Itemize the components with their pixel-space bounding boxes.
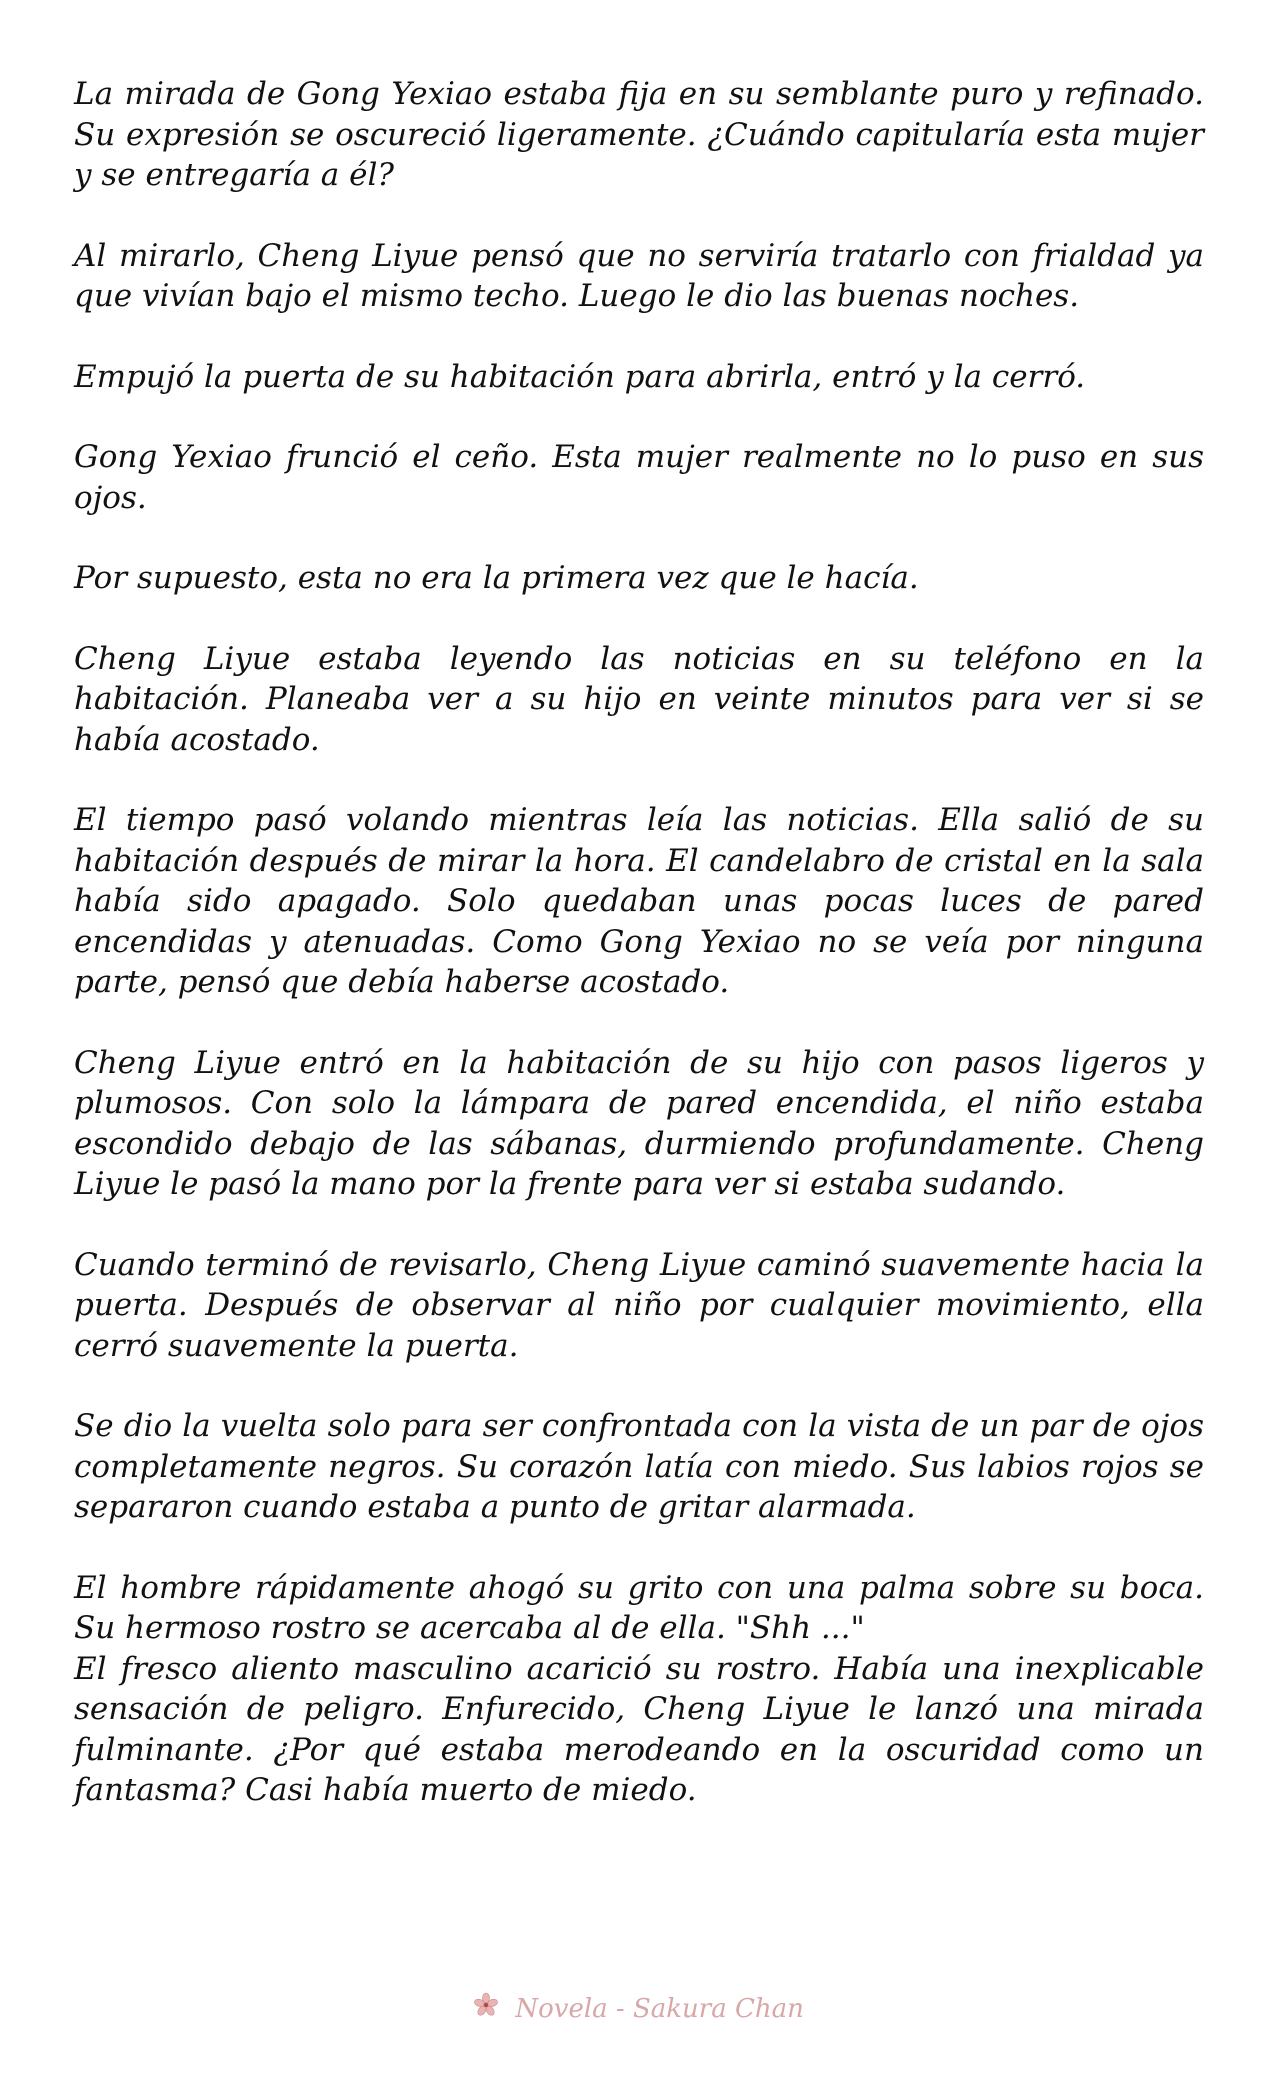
paragraph-5: Por supuesto, esta no era la primera vez que le hacía.: [74, 560, 919, 596]
sakura-flower-icon: [471, 1990, 501, 2020]
paragraph-2: Al mirarlo, Cheng Liyue pensó que no serviría tratarlo con frialdad ya que vivían bajo el mismo techo. Luego le dio las buenas noches.: [74, 237, 1204, 314]
document-body: [74, 74, 1204, 1851]
paragraph-10: Se dio la vuelta solo para ser confrontada con la vista de un par de ojos completamente negros. Su corazón latía con miedo. Sus labios rojos se separaron cuando estaba a punto de gritar alarmada.: [74, 1408, 1204, 1525]
paragraph-6: Cheng Liyue estaba leyendo las noticias en su teléfono en la habitación. Planeaba ver a su hijo en veinte minutos para ver si se había acostado.: [74, 640, 1204, 758]
paragraph-8: Cheng Liyue entró en la habitación de su hijo con pasos ligeros y plumosos. Con solo la lámpara de pared encendida, el niño estaba escondido debajo de las sábanas, durmiendo profundamente. Cheng Liyue le pasó la mano por la frente para ver si estaba sudando.: [74, 1044, 1204, 1202]
paragraph-12: El fresco aliento masculino acarició su rostro. Había una inexplicable sensación de peligro. Enfurecido, Cheng Liyue le lanzó una mirada fulminante. ¿Por qué estaba merodeando en la oscuridad como un fantasma? Casi había muerto de miedo.: [74, 1650, 1204, 1808]
paragraph-11: El hombre rápidamente ahogó su grito con una palma sobre su boca. Su hermoso rostro se acercaba al de ella. "Shh ...": [74, 1569, 1204, 1646]
paragraph-7: El tiempo pasó volando mientras leía las noticias. Ella salió de su habitación después de mirar la hora. El candelabro de cristal en la sala había sido apagado. Solo quedaban unas pocas luces de pared encendidas y atenuadas. Como Gong Yexiao no se veía por ninguna parte, pensó que debía haberse acostado.: [74, 802, 1204, 1000]
footer-text: Novela - Sakura Chan: [515, 1994, 804, 2024]
footer-watermark: [0, 1990, 1275, 2024]
paragraph-3: Empujó la puerta de su habitación para abrirla, entró y la cerró.: [74, 358, 1086, 395]
paragraph-4: Gong Yexiao frunció el ceño. Esta mujer realmente no lo puso en sus ojos.: [74, 439, 1204, 516]
paragraph-1: La mirada de Gong Yexiao estaba fija en su semblante puro y refinado. Su expresión se oscureció ligeramente. ¿Cuándo capitularía esta mujer y se entregaría a él?: [74, 76, 1204, 193]
paragraph-9: Cuando terminó de revisarlo, Cheng Liyue caminó suavemente hacia la puerta. Después de observar al niño por cualquier movimiento, ella cerró suavemente la puerta.: [74, 1246, 1204, 1364]
